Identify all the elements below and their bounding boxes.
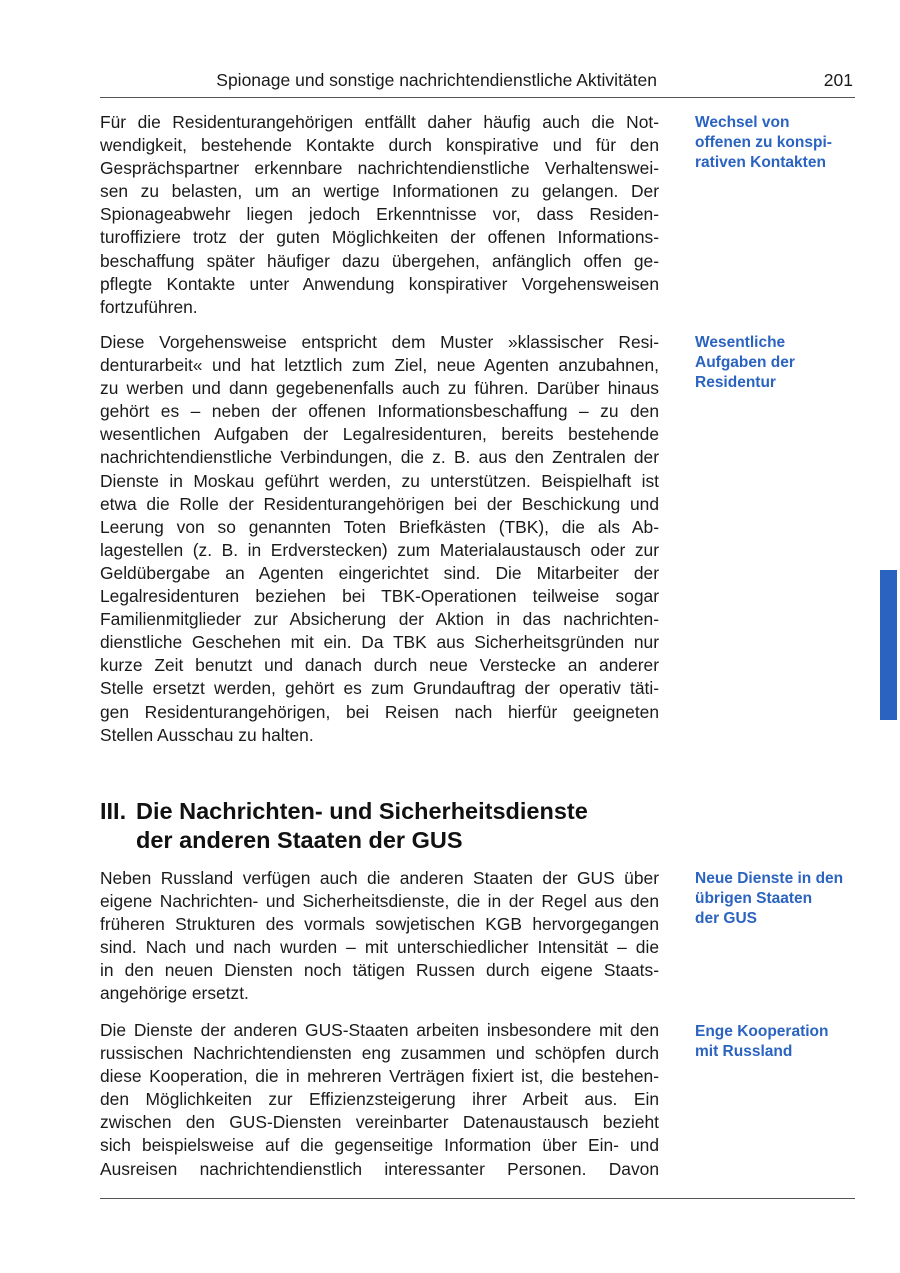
text-line: dienstliche Geschehen mit ein. Da TBK aus Sicherheitsgründen nur	[100, 632, 659, 653]
text-line: eigene Nachrichten- und Sicherheitsdienste, die in der Regel aus den	[100, 891, 659, 912]
text-line: in den neuen Diensten noch tätigen Russen durch eigene Staats-	[100, 960, 659, 981]
text-line: Für die Residenturangehörigen entfällt daher häufig auch die Not-	[100, 112, 659, 132]
chapter-thumb-tab	[880, 570, 897, 720]
margin-note-line: offenen zu konspi-	[695, 134, 832, 151]
text-line: den Möglichkeiten zur Effizienzsteigerung ihrer Arbeit aus. Ein	[100, 1089, 659, 1110]
margin-note-line: Wechsel von	[695, 114, 790, 131]
text-line: Familienmitglieder zur Absicherung der Aktion in das nachrichten-	[100, 609, 659, 630]
text-line: beschaffung später häufiger dazu übergehen, anfänglich offen ge-	[100, 250, 659, 271]
text-line: Dienste in Moskau geführt werden, zu unterstützen. Beispielhaft ist	[100, 470, 659, 491]
text-line: lagestellen (z. B. in Erdverstecken) zum Materialaustausch oder zur	[100, 539, 659, 560]
text-line: nachrichtendienstliche Verbindungen, die z. B. aus den Zentralen der	[100, 447, 659, 468]
text-line: sen zu belasten, um an wertige Informationen zu gelangen. Der	[100, 181, 659, 202]
text-line: Stelle ersetzt werden, gehört es zum Grundauftrag der operativ täti-	[100, 678, 659, 699]
text-line: zwischen den GUS-Diensten vereinbarter Datenaustausch bezieht	[100, 1112, 659, 1133]
text-line: wendigkeit, bestehende Kontakte durch konspirative und für den	[100, 135, 659, 156]
margin-note-line: übrigen Staaten	[695, 890, 813, 907]
paragraph-2	[100, 331, 659, 747]
text-line: zu werben und dann gegebenenfalls auch zu führen. Darüber hinaus	[100, 378, 659, 399]
text-line: gen Residenturangehörigen, bei Reisen nach hierfür geeigneten	[100, 701, 659, 722]
section-title-line: der anderen Staaten der GUS	[136, 827, 463, 853]
paragraph-3	[100, 867, 659, 1006]
margin-note-2	[695, 333, 865, 393]
text-line: fortzuführen.	[100, 296, 198, 317]
margin-note-line: Wesentliche	[695, 334, 786, 351]
text-line: sind. Nach und nach wurden – mit unterschiedlicher Intensität – die	[100, 937, 659, 958]
text-line: turoffiziere trotz der guten Möglichkeiten der offenen Informations-	[100, 227, 659, 248]
margin-note-4	[695, 1022, 865, 1062]
section-heading	[100, 797, 700, 855]
text-line: wesentlichen Aufgaben der Legalresidenturen, bereits bestehende	[100, 424, 659, 445]
text-line: angehörige ersetzt.	[100, 983, 249, 1004]
margin-note-line: Residentur	[695, 374, 776, 391]
text-line: etwa die Rolle der Residenturangehörigen bei der Beschickung und	[100, 493, 659, 514]
text-line: Legalresidenturen beziehen bei TBK-Operationen teilweise sogar	[100, 586, 659, 607]
margin-note-line: der GUS	[695, 910, 758, 927]
section-number: III.	[100, 798, 127, 824]
running-title: Spionage und sonstige nachrichtendienstliche Aktivitäten	[216, 70, 657, 90]
text-line: Neben Russland verfügen auch die anderen Staaten der GUS über	[100, 868, 659, 888]
text-line: denturarbeit« und hat letztlich zum Ziel, neue Agenten anzubahnen,	[100, 355, 659, 376]
paragraph-4	[100, 1019, 659, 1181]
margin-note-3	[695, 869, 865, 929]
header-rule	[100, 97, 855, 98]
text-line: sich beispielsweise auf die gegenseitige Information über Ein- und	[100, 1135, 659, 1156]
text-line: Gesprächspartner erkennbare nachrichtendienstliche Verhaltenswei-	[100, 158, 659, 179]
text-line: Spionageabwehr liegen jedoch Erkenntnisse vor, dass Residen-	[100, 204, 659, 225]
text-line: Stellen Ausschau zu halten.	[100, 724, 314, 745]
text-line: gehört es – neben der offenen Informationsbeschaffung – zu den	[100, 401, 659, 422]
text-line: pflegte Kontakte unter Anwendung konspirativer Vorgehensweisen	[100, 273, 659, 294]
margin-note-line: Enge Kooperation	[695, 1023, 829, 1040]
text-line: Ausreisen nachrichtendienstlich interessanter Personen. Davon	[100, 1158, 659, 1179]
text-line: Leerung von so genannten Toten Briefkästen (TBK), die als Ab-	[100, 516, 659, 537]
text-line: diese Kooperation, die in mehreren Verträgen fixiert ist, die bestehen-	[100, 1066, 659, 1087]
margin-note-line: rativen Kontakten	[695, 154, 826, 171]
margin-note-line: Aufgaben der	[695, 354, 795, 371]
text-line: Diese Vorgehensweise entspricht dem Muster »klassischer Resi-	[100, 332, 659, 352]
footer-rule	[100, 1198, 855, 1199]
margin-note-line: mit Russland	[695, 1043, 793, 1060]
page-number: 201	[823, 70, 853, 90]
text-line: Geldübergabe an Agenten eingerichtet sind. Die Mitarbeiter der	[100, 562, 659, 583]
section-title-line: Die Nachrichten- und Sicherheitsdienste	[136, 798, 588, 824]
margin-note-line: Neue Dienste in den	[695, 870, 844, 887]
text-line: Die Dienste der anderen GUS-Staaten arbeiten insbesondere mit den	[100, 1020, 659, 1040]
paragraph-1	[100, 111, 659, 319]
text-line: kurze Zeit benutzt und danach durch neue Verstecke an anderer	[100, 655, 659, 676]
margin-note-1	[695, 113, 865, 173]
text-line: früheren Strukturen des vormals sowjetischen KGB hervorgegangen	[100, 914, 659, 935]
text-line: russischen Nachrichtendiensten eng zusammen und schöpfen durch	[100, 1043, 659, 1064]
